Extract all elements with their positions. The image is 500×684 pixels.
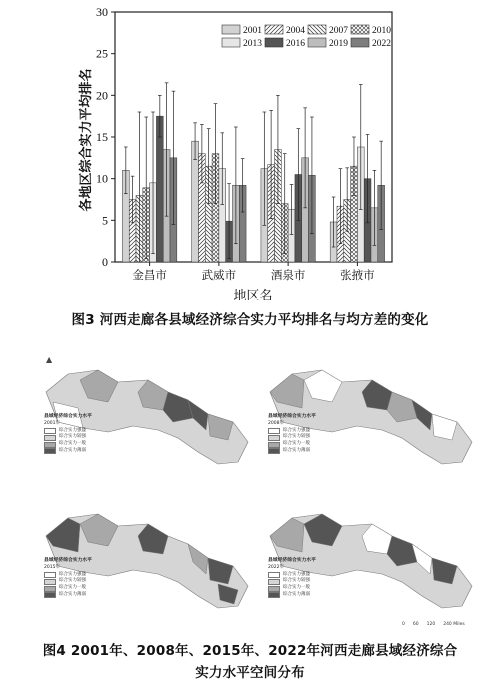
- y-tick-label: 5: [102, 213, 108, 228]
- map-county: [432, 414, 457, 440]
- legend-swatch-2022: [351, 38, 369, 47]
- legend-swatch: [44, 448, 56, 454]
- map-legend: [268, 414, 360, 455]
- map-county: [208, 558, 233, 584]
- legend-swatch: [44, 592, 56, 598]
- legend-item: [268, 578, 360, 585]
- legend-swatch: [268, 586, 280, 592]
- legend-label: 综合实力一般: [59, 585, 86, 591]
- map-county: [432, 558, 457, 584]
- legend-label-2004: 2004: [286, 26, 305, 36]
- legend-swatch-2010: [351, 25, 369, 34]
- legend-label: 综合实力较强: [283, 434, 310, 440]
- map-panel-2022: [262, 496, 484, 634]
- scale-label: 240 Miles: [443, 622, 465, 627]
- x-tick-label: 武威市: [201, 268, 237, 282]
- map-county: [208, 414, 233, 440]
- scale-label: 0: [402, 622, 405, 627]
- x-tick-label: 金昌市: [132, 268, 167, 282]
- legend-swatch: [268, 435, 280, 441]
- legend-item: [268, 585, 360, 592]
- legend-swatch-2016: [265, 38, 283, 47]
- legend-item: [44, 592, 136, 599]
- legend-swatch: [44, 442, 56, 448]
- legend-item: [268, 448, 360, 455]
- map-panel-2008: [262, 352, 484, 490]
- legend-swatch: [44, 579, 56, 585]
- legend-title: 县域经济综合实力水平: [44, 414, 92, 419]
- legend-label: 综合实力强盛: [59, 571, 86, 577]
- legend-label: 综合实力一般: [59, 441, 86, 447]
- y-tick-label: 0: [102, 255, 108, 269]
- legend-label: 综合实力强盛: [59, 427, 86, 433]
- legend-swatch: [44, 586, 56, 592]
- y-tick-label: 20: [96, 88, 108, 103]
- figure3-chart: [0, 0, 500, 300]
- legend-item: [44, 441, 136, 448]
- map-legend: [44, 558, 136, 599]
- x-tick-label: 张掖市: [340, 268, 375, 282]
- legend-item: [44, 434, 136, 441]
- map-panel-2015: [38, 496, 260, 634]
- legend-item: [44, 585, 136, 592]
- y-axis-label: 各地区综合实力平均排名: [78, 68, 93, 212]
- figure4-map-grid: [38, 352, 486, 634]
- legend-item: [44, 572, 136, 579]
- map-panel-2001: [38, 352, 260, 490]
- scale-bar: [402, 622, 465, 627]
- bar-2016-0: [156, 116, 163, 262]
- scale-label: 120: [426, 622, 436, 627]
- y-tick-label: 25: [96, 46, 108, 61]
- legend-swatch: [44, 428, 56, 434]
- legend-label: 综合实力强盛: [283, 427, 310, 433]
- figure3-caption: 图3 河西走廊各县域经济综合实力平均排名与均方差的变化: [71, 312, 429, 328]
- legend-title: 县域经济综合实力水平: [268, 414, 316, 419]
- legend-item: [268, 428, 360, 435]
- legend-item: [268, 434, 360, 441]
- legend-label-2019: 2019: [329, 39, 348, 49]
- legend-label: 综合实力较强: [59, 578, 86, 584]
- legend-label: 综合实力薄弱: [59, 447, 86, 453]
- north-arrow-icon: ▲: [46, 355, 53, 364]
- legend-year: 2008年: [268, 420, 284, 426]
- legend-label-2016: 2016: [286, 39, 305, 49]
- legend-label-2013: 2013: [243, 39, 262, 49]
- legend-swatch: [268, 572, 280, 578]
- map-legend: [44, 414, 136, 455]
- figure4-caption-line2: 实力水平空间分布: [195, 665, 305, 681]
- legend-item: [44, 428, 136, 435]
- legend-year: 2015年: [44, 564, 60, 570]
- legend-swatch: [44, 435, 56, 441]
- legend-title: 县域经济综合实力水平: [268, 558, 316, 563]
- legend-year: 2022年: [268, 564, 284, 570]
- figure4-caption-line1: 图4 2001年、2008年、2015年、2022年河西走廊县域经济综合: [42, 643, 458, 659]
- legend-swatch-2004: [265, 25, 283, 34]
- legend-swatch: [268, 592, 280, 598]
- y-tick-label: 10: [96, 171, 108, 186]
- legend-item: [268, 441, 360, 448]
- legend-year: 2001年: [44, 420, 60, 426]
- legend-label: 综合实力较强: [59, 434, 86, 440]
- bar-chart-svg: [0, 0, 500, 300]
- legend-title: 县域经济综合实力水平: [44, 558, 92, 563]
- legend-swatch: [268, 428, 280, 434]
- legend-label: 综合实力薄弱: [283, 447, 310, 453]
- legend-swatch-2007: [308, 25, 326, 34]
- legend-label: 综合实力强盛: [283, 571, 310, 577]
- legend-swatch-2013: [222, 38, 240, 47]
- legend-item: [44, 578, 136, 585]
- scale-label: 60: [412, 622, 419, 627]
- legend-item: [44, 448, 136, 455]
- legend-label: 综合实力薄弱: [283, 591, 310, 597]
- legend-swatch: [44, 572, 56, 578]
- legend-label: 综合实力较强: [283, 578, 310, 584]
- figure4-caption: [0, 640, 500, 684]
- legend-label: 综合实力一般: [283, 585, 310, 591]
- legend-label-2007: 2007: [329, 26, 348, 36]
- legend-item: [268, 572, 360, 579]
- legend-label: 综合实力一般: [283, 441, 310, 447]
- legend-label-2010: 2010: [372, 26, 391, 36]
- y-tick-label: 30: [96, 5, 108, 19]
- map-legend: [268, 558, 360, 599]
- legend-label-2001: 2001: [243, 26, 262, 36]
- x-tick-label: 酒泉市: [270, 268, 306, 282]
- x-axis-label: 地区名: [233, 288, 273, 300]
- y-tick-label: 15: [96, 130, 108, 144]
- legend-swatch-2019: [308, 38, 326, 47]
- legend-swatch: [268, 579, 280, 585]
- legend-swatch-2001: [222, 25, 240, 34]
- legend-label-2022: 2022: [372, 39, 391, 49]
- legend-swatch: [268, 442, 280, 448]
- legend-item: [268, 592, 360, 599]
- legend-swatch: [268, 448, 280, 454]
- legend-label: 综合实力薄弱: [59, 591, 86, 597]
